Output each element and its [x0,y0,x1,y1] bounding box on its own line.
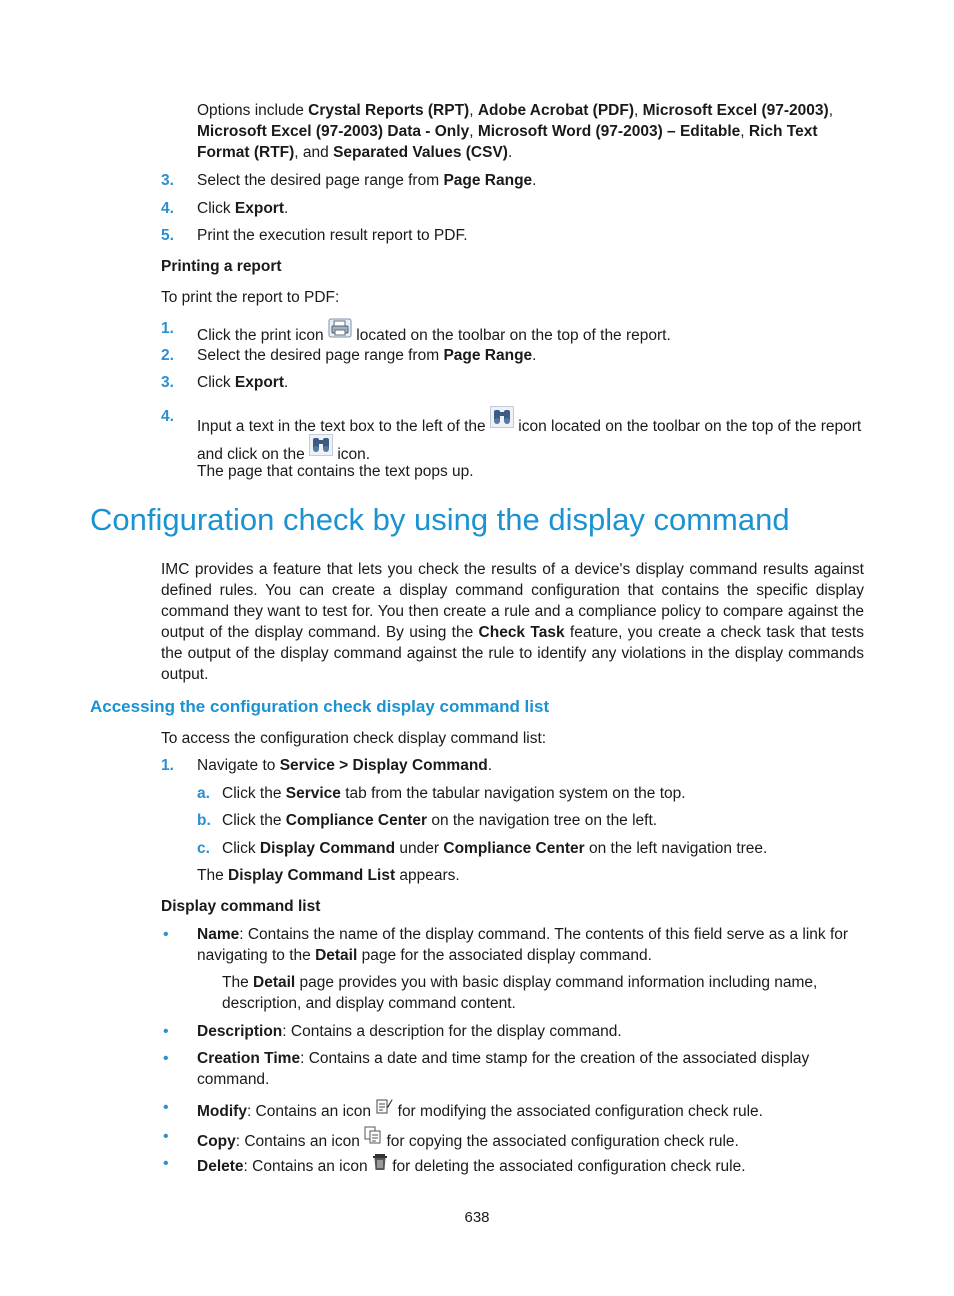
step-number: 4. [161,408,174,425]
bullet: • [163,1050,169,1067]
binoculars-icon [490,406,514,434]
options-paragraph: Options include Crystal Reports (RPT), Adobe Acrobat (PDF), Microsoft Excel (97-2003), Microsoft Excel (97-2003) Data - Only, Microsoft Word (97-2003) – Editable, Rich Text Format (RTF), and Separated Values (CSV). [197,102,834,161]
list-item-modify: Modify: Contains an icon for modifying the associated configuration check rule. [197,1097,763,1122]
bullet: • [163,1155,169,1172]
substep-text: Click the Compliance Center on the navigation tree on the left. [222,812,658,829]
step-text: and click on the icon. [197,434,370,465]
step-number: 5. [161,227,174,244]
access-result: The Display Command List appears. [197,867,460,884]
step-number: 1. [161,757,174,774]
list-heading: Display command list [161,898,321,915]
list-item-name: Name: Contains the name of the display command. The contents of this field serve as a link for navigating to the Detail page for the associated display command. [197,926,849,964]
access-intro: To access the configuration check display command list: [161,730,547,747]
substep-letter: b. [197,812,211,829]
substep-letter: c. [197,840,210,857]
step-number: 2. [161,347,174,364]
step-text: Input a text in the text box to the left of the icon located on the toolbar on the top of the report [197,406,865,437]
bullet: • [163,1128,169,1145]
step-number: 3. [161,374,174,391]
detail-note: The Detail page provides you with basic display command information including name, description, and display command content. [222,974,818,1012]
step-text: Select the desired page range from Page Range. [197,172,537,189]
step-text: Navigate to Service > Display Command. [197,757,493,774]
step-text: Select the desired page range from Page Range. [197,347,537,364]
print-icon [328,318,352,344]
list-item-creation-time: Creation Time: Contains a date and time stamp for the creation of the associated display command. [197,1050,810,1088]
bullet: • [163,926,169,943]
substep-text: Click the Service tab from the tabular navigation system on the top. [222,785,686,802]
printing-heading: Printing a report [161,258,282,275]
step-number: 1. [161,320,174,337]
bullet: • [163,1099,169,1116]
step-number: 3. [161,172,174,189]
step-text: Click Export. [197,200,289,217]
bullet: • [163,1023,169,1040]
step-result: The page that contains the text pops up. [197,463,474,480]
modify-icon [375,1097,393,1121]
step-text: Print the execution result report to PDF. [197,227,468,244]
subsection-heading: Accessing the configuration check display command list [90,697,550,716]
section-paragraph: IMC provides a feature that lets you check the results of a device's display command results against defined rules. You can create a display command configuration that contains the specific display command they want to test for. You then create a rule and a compliance policy to compare against the output of the display command. By using the Check Task feature, you create a check task that tests the output of the display command against the rule to identify any violations in the display commands output. [161,561,864,683]
step-number: 4. [161,200,174,217]
page-number: 638 [464,1209,490,1226]
list-item-description: Description: Contains a description for the display command. [197,1023,622,1040]
copy-icon [364,1126,382,1150]
step-text: Click the print icon located on the toolbar on the top of the report. [197,318,671,346]
substep-text: Click Display Command under Compliance Center on the left navigation tree. [222,840,768,857]
list-item-copy: Copy: Contains an icon for copying the associated configuration check rule. [197,1126,739,1152]
substep-letter: a. [197,785,210,802]
binoculars-icon [309,434,333,462]
list-item-delete: Delete: Contains an icon for deleting the associated configuration check rule. [197,1153,746,1177]
step-text: Click Export. [197,374,289,391]
printing-intro: To print the report to PDF: [161,289,340,306]
section-title: Configuration check by using the display command [90,502,790,537]
trash-icon [372,1153,388,1177]
